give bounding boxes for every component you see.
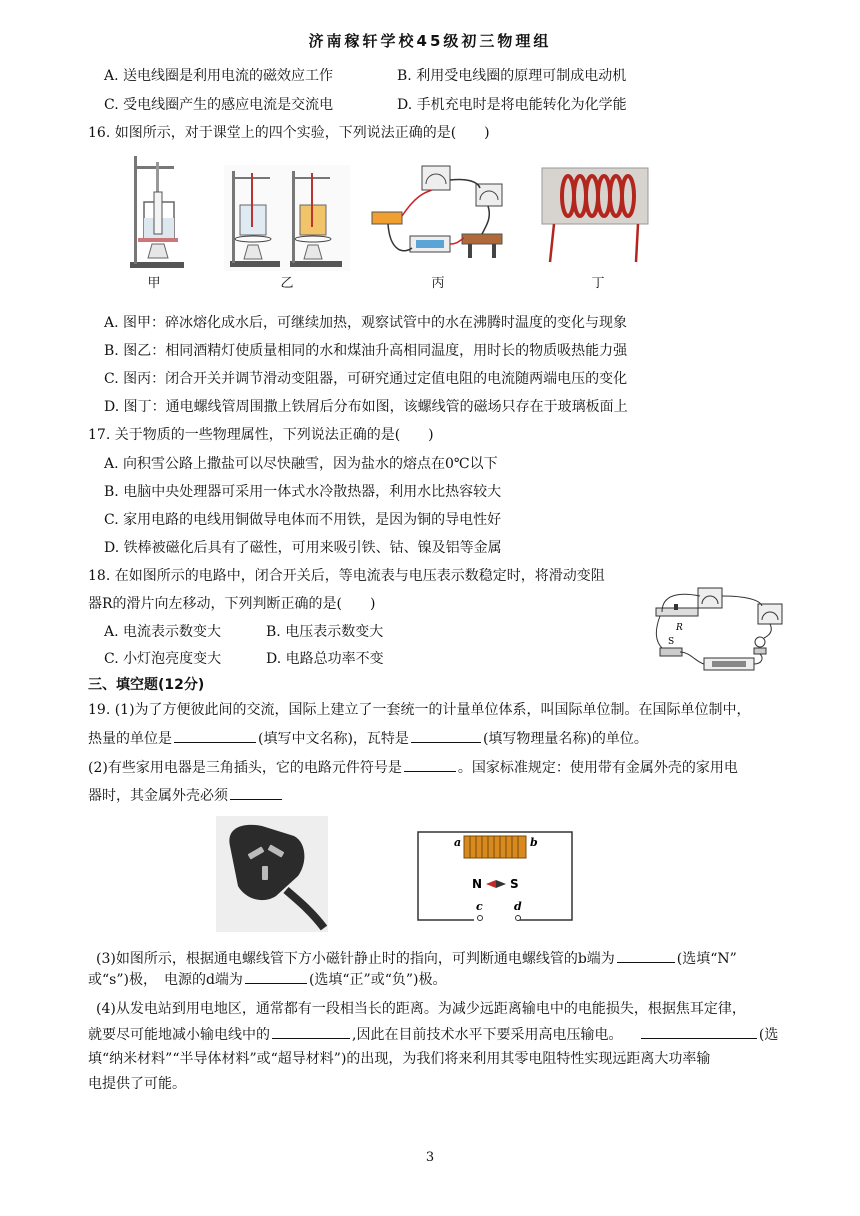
figure-solenoid bbox=[414, 828, 576, 924]
q19-part2-line2 bbox=[88, 785, 284, 806]
figure-circuit-label-r: R bbox=[676, 623, 683, 633]
answer-blank-b-pole[interactable] bbox=[617, 948, 675, 963]
page-number: 3 bbox=[425, 1150, 435, 1165]
answer-blank-material[interactable] bbox=[641, 1024, 757, 1039]
q19-part1-line1: 19. (1)为了方便彼此间的交流，国际上建立了一套统一的计量单位体系，叫国际单位制。在国际单位制中， bbox=[88, 702, 751, 718]
q19-part1-text-c: (填写物理量名称)的单位。 bbox=[482, 731, 648, 747]
q16-option-d: D. 图丁：通电螺线管周围撒上铁屑后分布如图，该螺线管的磁场只存在于玻璃板面上 bbox=[104, 399, 628, 415]
q19-part4-line4: 电提供了可能。 bbox=[88, 1076, 186, 1092]
q16-stem: 16. 如图所示，对于课堂上的四个实验，下列说法正确的是( ) bbox=[88, 125, 490, 141]
q18-stem-line2: 器R的滑片向左移动，下列判断正确的是( ) bbox=[88, 596, 376, 612]
q19-part3-line1 bbox=[96, 948, 737, 969]
q19-part4-text-c: (选 bbox=[758, 1027, 779, 1043]
figure-yi-label: 乙 bbox=[280, 276, 294, 291]
q15-option-c: C. 受电线圈产生的感应电流是交流电 bbox=[104, 97, 334, 113]
terminal-c-label: c bbox=[476, 900, 483, 913]
q19-part4-line1: (4)从发电站到用电地区，通常都有一段相当长的距离。为减少远距离输电中的电能损失，根据焦耳定律， bbox=[96, 1001, 746, 1017]
q19-part1-text-b: (填写中文名称)，瓦特是 bbox=[258, 731, 409, 747]
q18-option-d: D. 电路总功率不变 bbox=[266, 651, 384, 667]
page-header: 济南稼轩学校45级初三物理组 bbox=[308, 32, 552, 50]
q17-option-b: B. 电脑中央处理器可采用一体式水冷散热器，利用水比热容较大 bbox=[104, 484, 502, 500]
answer-blank-metal-case[interactable] bbox=[230, 785, 282, 800]
q19-part3-line2 bbox=[88, 969, 447, 990]
answer-blank-watt-quantity[interactable] bbox=[411, 728, 481, 743]
compass-s-label: S bbox=[510, 877, 519, 891]
solenoid-end-a-label: a bbox=[454, 836, 462, 849]
answer-blank-current[interactable] bbox=[272, 1024, 350, 1039]
q15-option-a: A. 送电线圈是利用电流的磁效应工作 bbox=[104, 68, 334, 84]
q18-option-c: C. 小灯泡亮度变大 bbox=[104, 651, 222, 667]
q19-part4-line2 bbox=[88, 1024, 778, 1045]
answer-blank-heat-unit[interactable] bbox=[174, 728, 256, 743]
q19-part2-text-b: 。国家标准规定：使用带有金属外壳的家用电 bbox=[457, 760, 738, 776]
q19-part4-line3: 填“纳米材料”“半导体材料”或“超导材料”)的出现，为我们将来利用其零电阻特性实现远距离大功率输 bbox=[88, 1051, 711, 1067]
q19-part1-text-a: 热量的单位是 bbox=[88, 731, 172, 747]
q19-part3-text-a: (3)如图所示，根据通电螺线管下方小磁针静止时的指向，可判断通电螺线管的b端为 bbox=[96, 951, 615, 967]
q17-stem: 17. 关于物质的一些物理属性，下列说法正确的是( ) bbox=[88, 427, 434, 443]
figure-three-pin-plug bbox=[216, 816, 328, 932]
figure-circuit-label-s: S bbox=[668, 637, 675, 647]
q19-part4-text-a: 就要尽可能地减小输电线中的 bbox=[88, 1027, 270, 1043]
figure-jia bbox=[126, 152, 188, 270]
q18-option-b: B. 电压表示数变大 bbox=[266, 624, 384, 640]
figure-yi bbox=[224, 165, 350, 271]
q16-option-c: C. 图丙：闭合开关并调节滑动变阻器，可研究通过定值电阻的电流随两端电压的变化 bbox=[104, 371, 628, 387]
terminal-d-label: d bbox=[514, 900, 522, 913]
figure-ding bbox=[540, 166, 652, 272]
q19-part1-line2 bbox=[88, 728, 648, 749]
q17-option-d: D. 铁棒被磁化后具有了磁性，可用来吸引铁、钴、镍及铝等金属 bbox=[104, 540, 502, 556]
q19-part2-text-a: (2)有些家用电器是三角插头，它的电路元件符号是 bbox=[88, 760, 402, 776]
q19-part2-text-c: 器时，其金属外壳必须 bbox=[88, 788, 228, 804]
answer-blank-plug-symbol[interactable] bbox=[404, 757, 456, 772]
solenoid-end-b-label: b bbox=[530, 836, 538, 849]
q15-option-b: B. 利用受电线圈的原理可制成电动机 bbox=[397, 68, 627, 84]
q18-option-a: A. 电流表示数变大 bbox=[104, 624, 222, 640]
figure-jia-label: 甲 bbox=[147, 276, 161, 291]
q16-option-b: B. 图乙：相同酒精灯使质量相同的水和煤油升高相同温度，用时长的物质吸热能力强 bbox=[104, 343, 628, 359]
q19-part3-text-b: (选填“N” bbox=[676, 951, 737, 967]
q16-option-a: A. 图甲：碎冰熔化成水后，可继续加热，观察试管中的水在沸腾时温度的变化与现象 bbox=[104, 315, 628, 331]
figure-bing-label: 丙 bbox=[431, 276, 445, 291]
q15-option-d: D. 手机充电时是将电能转化为化学能 bbox=[397, 97, 627, 113]
q19-part2-line1 bbox=[88, 757, 738, 778]
q17-option-c: C. 家用电路的电线用铜做导电体而不用铁，是因为铜的导电性好 bbox=[104, 512, 502, 528]
q19-part3-text-d: (选填“正”或“负”)极。 bbox=[308, 972, 447, 988]
figure-circuit bbox=[650, 586, 786, 678]
answer-blank-d-terminal[interactable] bbox=[245, 969, 307, 984]
compass-n-label: N bbox=[472, 877, 483, 891]
q18-stem-line1: 18. 在如图所示的电路中，闭合开关后，等电流表与电压表示数稳定时，将滑动变阻 bbox=[88, 568, 605, 584]
figure-ding-label: 丁 bbox=[591, 276, 605, 291]
q17-option-a: A. 向积雪公路上撒盐可以尽快融雪，因为盐水的熔点在0℃以下 bbox=[104, 456, 498, 472]
q19-part4-text-b: ,因此在目前技术水平下要采用高电压输电。 bbox=[352, 1027, 623, 1043]
q19-part3-text-c: 或“s”)极， 电源的d端为 bbox=[88, 972, 243, 988]
section-heading-fill-in: 三、填空题(12分) bbox=[88, 677, 205, 693]
figure-bing bbox=[368, 162, 508, 270]
